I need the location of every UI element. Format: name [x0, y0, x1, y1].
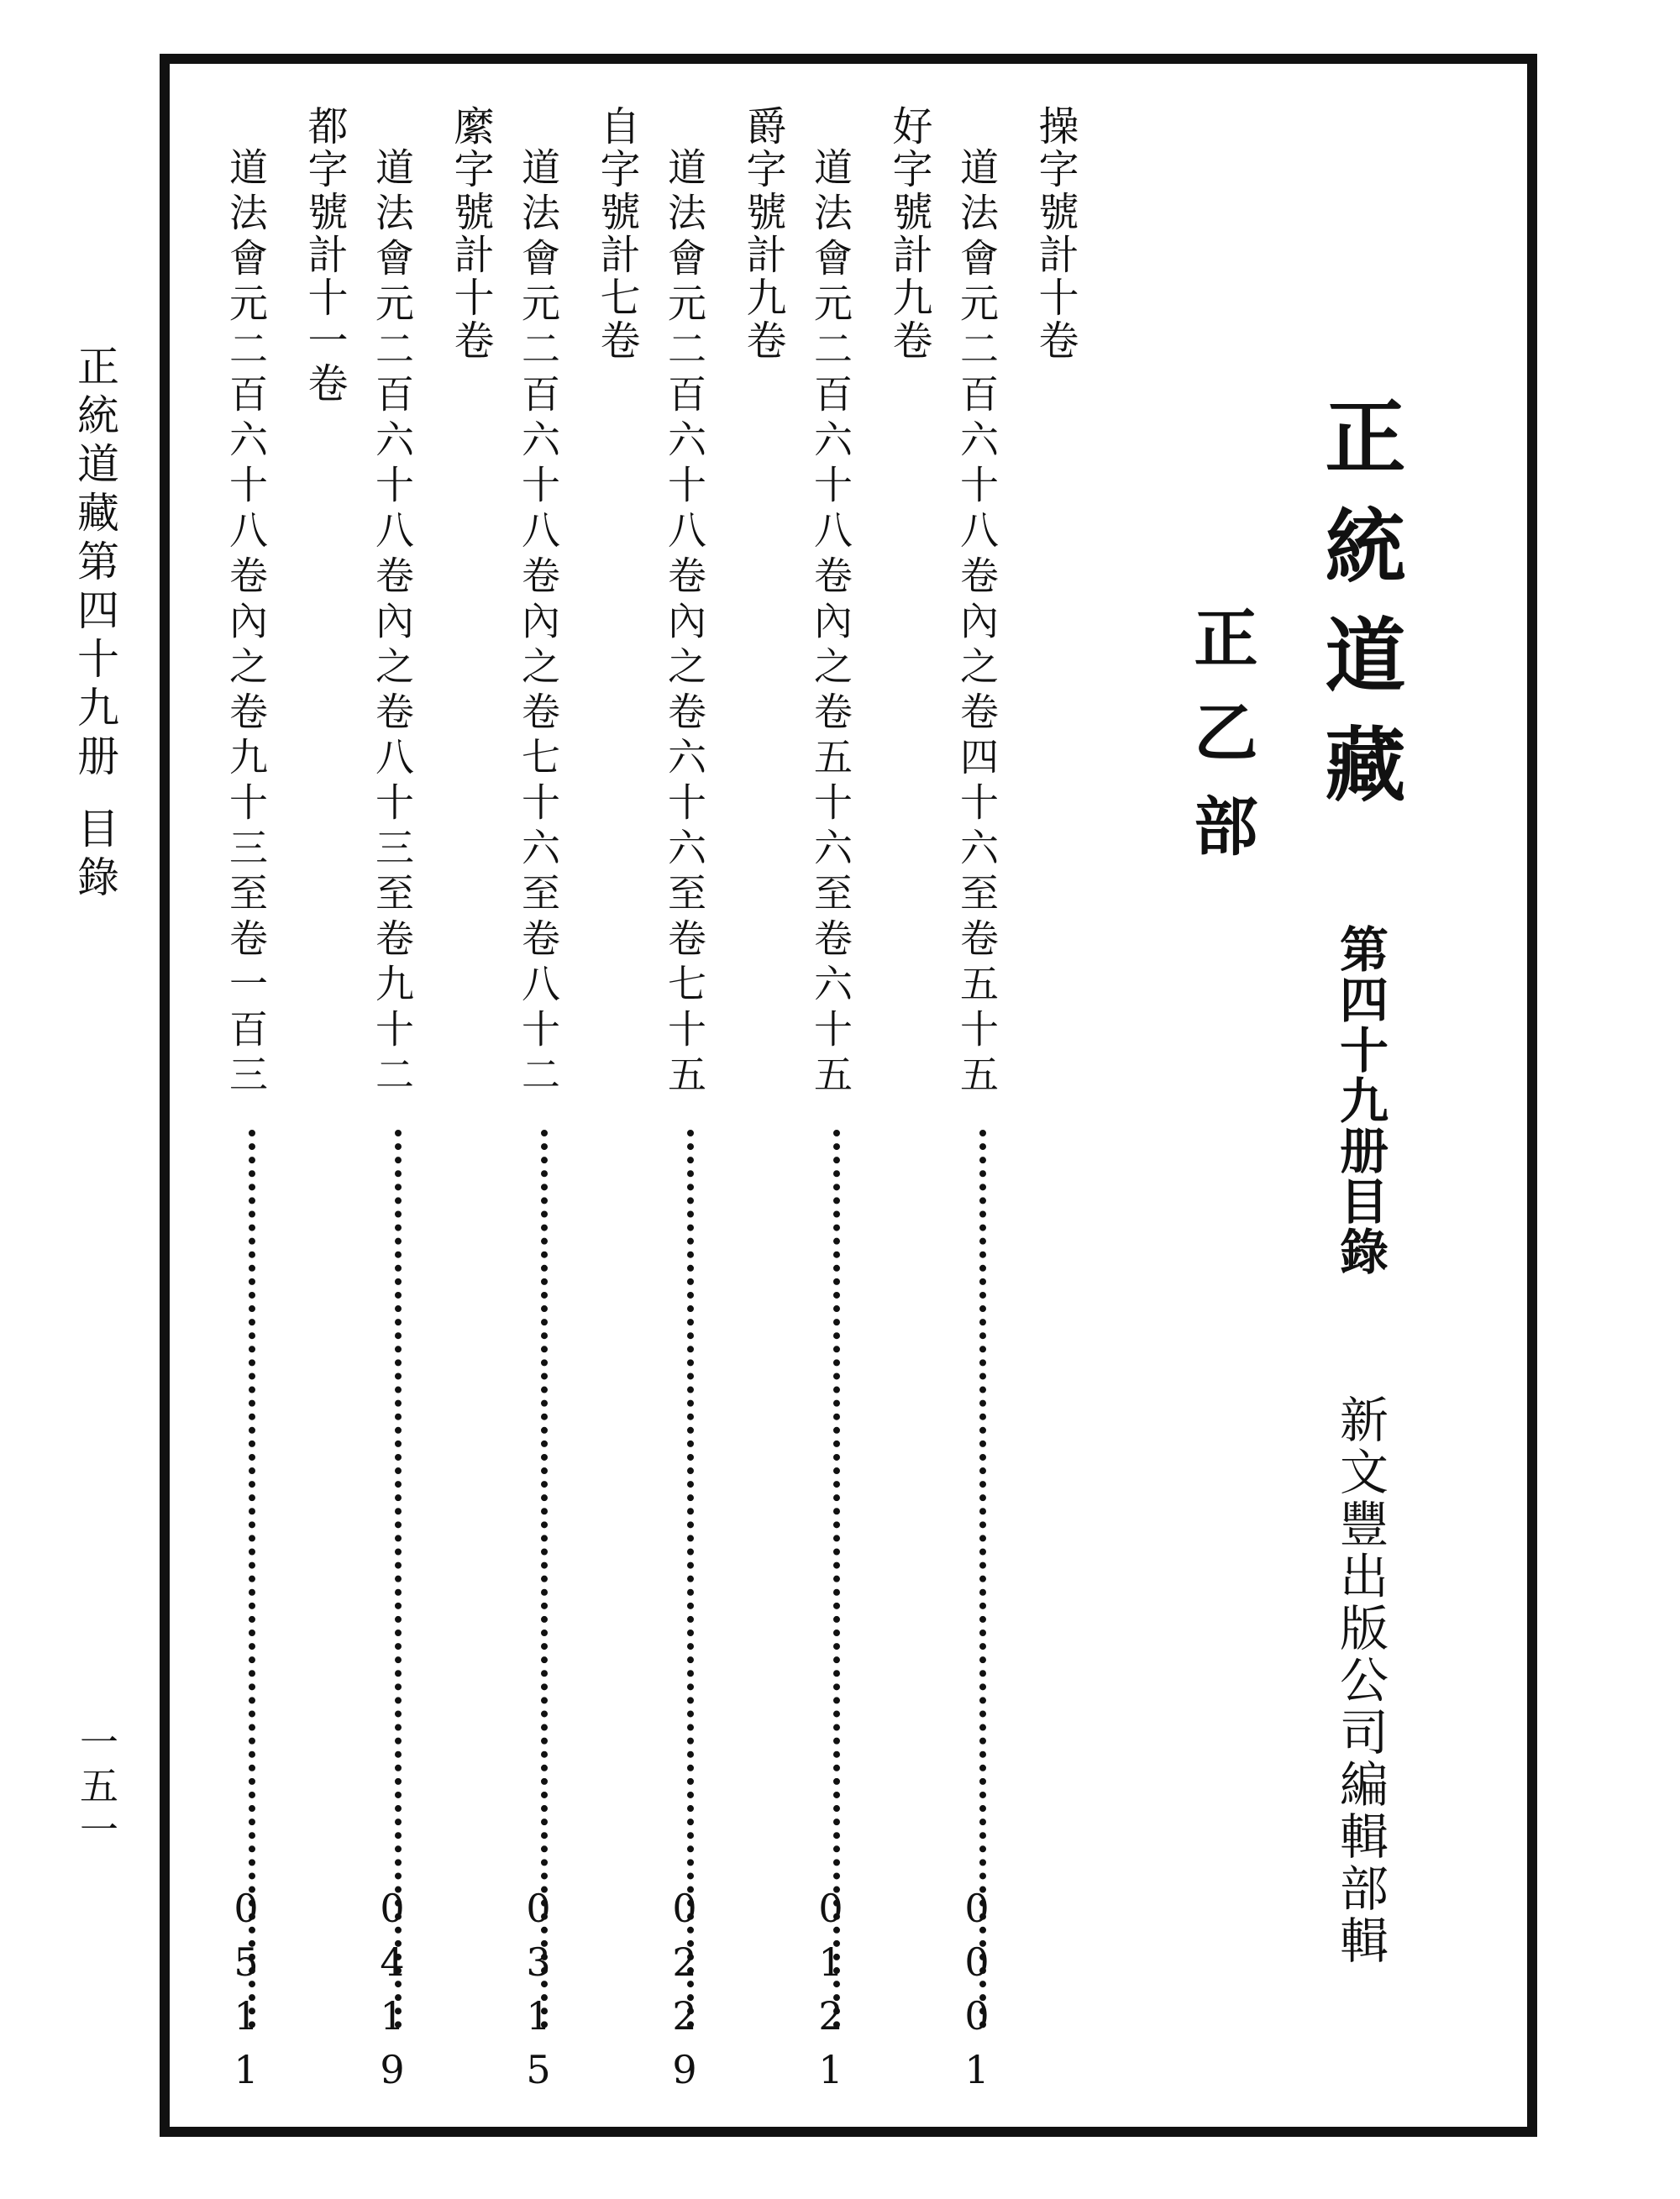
page-title: 正統道藏	[1312, 395, 1407, 832]
toc-entry[interactable]	[516, 147, 570, 2101]
toc-entry-page: 0315	[516, 1886, 561, 2101]
toc-entry-title: 道法會元二百六十八卷內之卷九十三至卷一百三	[223, 147, 269, 1100]
toc-entry-page: 0511	[223, 1886, 269, 2101]
toc-group-label: 好字號計九卷	[885, 105, 932, 362]
toc-group-label: 縻字號計十卷	[447, 105, 494, 362]
toc-entry[interactable]	[223, 147, 277, 2101]
publisher-credit: 新文豐出版公司編輯部輯	[1331, 1394, 1389, 1967]
section-name: 正乙部	[1184, 605, 1258, 887]
toc-entry[interactable]	[808, 147, 862, 2101]
toc-entry[interactable]	[954, 147, 1008, 2101]
toc-entry-page: 0419	[370, 1886, 415, 2101]
toc-entry-title: 道法會元二百六十八卷內之卷五十六至卷六十五	[808, 147, 853, 1100]
toc-group-label: 自字號計七卷	[593, 105, 640, 362]
toc-entry-page: 0229	[662, 1886, 707, 2101]
toc-entry-page: 0121	[808, 1886, 853, 2101]
side-volume-title: 正統道藏第四十九册	[71, 344, 119, 783]
side-section-label: 目錄	[71, 806, 119, 904]
toc-group-label: 爵字號計九卷	[739, 105, 786, 362]
toc-entry[interactable]	[662, 147, 716, 2101]
toc-entry-title: 道法會元二百六十八卷內之卷六十六至卷七十五	[662, 147, 707, 1100]
toc-entry-title: 道法會元二百六十八卷內之卷四十六至卷五十五	[954, 147, 1000, 1100]
toc-group-label: 都字號計十一卷	[301, 105, 348, 405]
page-number: 一五一	[74, 1722, 119, 1853]
page-subtitle: 第四十九册目錄	[1331, 924, 1389, 1277]
toc-group-label: 操字號計十卷	[1032, 105, 1079, 362]
toc-entry-page: 0001	[954, 1886, 1000, 2101]
toc-entry-title: 道法會元二百六十八卷內之卷七十六至卷八十二	[516, 147, 561, 1100]
toc-entry[interactable]	[370, 147, 423, 2101]
toc-entry-title: 道法會元二百六十八卷內之卷八十三至卷九十二	[370, 147, 415, 1100]
